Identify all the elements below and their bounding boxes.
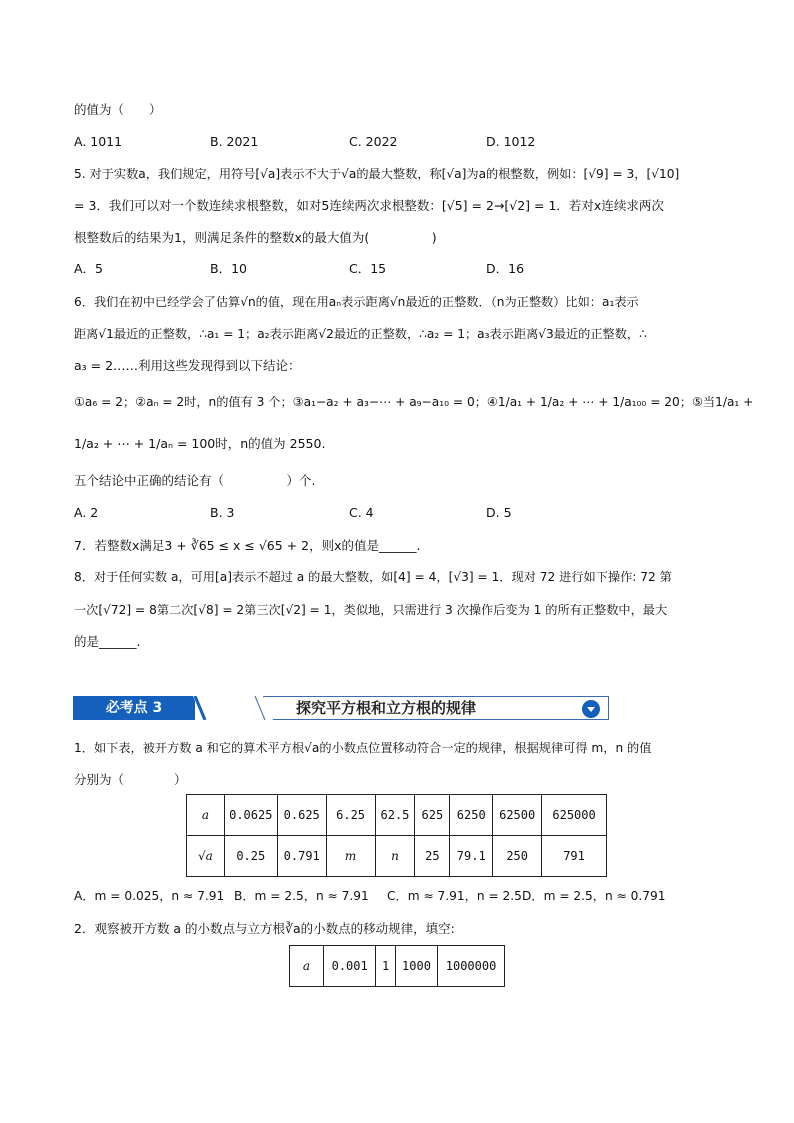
table-cell: 0.791	[277, 836, 326, 877]
table-row	[290, 946, 505, 987]
q5-option-c: C．15	[349, 261, 387, 276]
q5-option-d: D．16	[486, 261, 525, 276]
q6-line-4: ①a₆ = 2；②aₙ = 2时，n的值有 3 个；③a₁−a₂ + a₃−⋯ + a₉−a₁₀ = 0；④1/a₁ + 1/a₂ + ⋯ + 1/a₁₀₀ = 20；⑤当1/a₁ +	[74, 395, 754, 409]
q4-option-d: D. 1012	[486, 134, 536, 149]
q5-option-a: A．5	[74, 261, 104, 276]
table-cell: 791	[542, 836, 607, 877]
s1-table	[186, 794, 607, 877]
q6-option-b: B. 3	[210, 505, 235, 520]
table-cell: 1000000	[438, 946, 505, 987]
table-cell: a	[187, 795, 225, 836]
table-cell: n	[375, 836, 415, 877]
table-cell: 62.5	[375, 795, 415, 836]
table-cell: 1000	[395, 946, 437, 987]
table-cell: 6250	[450, 795, 493, 836]
q6-line-2: 距离√1最近的正整数，∴a₁ = 1；a₂表示距离√2最近的正整数，∴a₂ = 1；a₃表示距离√3最近的正整数，∴	[74, 327, 647, 341]
q4-option-b: B. 2021	[210, 134, 259, 149]
table-cell: m	[326, 836, 375, 877]
q6-option-d: D. 5	[486, 505, 512, 520]
table-cell: 25	[415, 836, 450, 877]
s1-option-b: B．m = 2.5，n ≈ 7.91	[234, 889, 369, 903]
q5-line-3: 根整数后的结果为1，则满足条件的整数x的最大值为( )	[74, 230, 437, 245]
s2-line-1: 2．观察被开方数 a 的小数点与立方根∛a的小数点的移动规律，填空:	[74, 921, 455, 936]
chevron-down-icon	[582, 700, 600, 718]
section-title: 探究平方根和立方根的规律	[296, 699, 477, 717]
table-row	[187, 795, 607, 836]
q4-option-c: C. 2022	[349, 134, 398, 149]
s1-line-1: 1．如下表，被开方数 a 和它的算术平方根√a的小数点位置移动符合一定的规律，根据规律可得 m，n 的值	[74, 741, 652, 755]
q4-option-a: A. 1011	[74, 134, 123, 149]
section-tag: 必考点 3	[73, 696, 195, 720]
table-cell: 0.001	[323, 946, 375, 987]
table-cell: 625	[415, 795, 450, 836]
table-cell: 250	[493, 836, 542, 877]
q6-option-a: A. 2	[74, 505, 99, 520]
table-cell: 6.25	[326, 795, 375, 836]
q6-line-6: 五个结论中正确的结论有（ ）个.	[74, 473, 316, 488]
table-cell: a	[290, 946, 324, 987]
table-cell: 1	[376, 946, 396, 987]
s2-table	[289, 945, 505, 987]
section-title-box	[263, 696, 609, 720]
q8-line-1: 8．对于任何实数 a，可用[a]表示不超过 a 的最大整数，如[4] = 4，[√3] = 1．现对 72 进行如下操作: 72 第	[74, 570, 672, 584]
banner-slant-decoration	[193, 696, 273, 720]
section-banner	[73, 696, 611, 720]
table-cell: 625000	[542, 795, 607, 836]
q5-line-2: = 3．我们可以对一个数连续求根整数，如对5连续两次求根整数：[√5] = 2→[√2] = 1．若对x连续求两次	[74, 198, 664, 213]
q4-tail: 的值为（ ）	[74, 102, 162, 117]
s1-option-d: D．m = 2.5，n ≈ 0.791	[522, 889, 666, 903]
s1-option-c: C．m ≈ 7.91，n = 2.5	[387, 889, 522, 903]
q5-option-b: B．10	[210, 261, 247, 276]
table-cell: 0.0625	[224, 795, 277, 836]
q5-line-1: 5. 对于实数a，我们规定，用符号[√a]表示不大于√a的最大整数，称[√a]为a的根整数，例如：[√9] = 3，[√10]	[74, 167, 680, 181]
table-cell: 0.25	[224, 836, 277, 877]
s1-line-2: 分别为（ ）	[74, 772, 187, 787]
table-row	[187, 836, 607, 877]
table-cell: √a	[187, 836, 225, 877]
q6-line-3: a₃ = 2……利用这些发现得到以下结论：	[74, 358, 301, 373]
table-cell: 0.625	[277, 795, 326, 836]
q8-line-2: 一次[√72] = 8第二次[√8] = 2第三次[√2] = 1，类似地，只需进行 3 次操作后变为 1 的所有正整数中，最大	[74, 603, 668, 617]
table-cell: 79.1	[450, 836, 493, 877]
q7-text: 7．若整数x满足3 + ∛65 ≤ x ≤ √65 + 2，则x的值是______.	[74, 538, 421, 553]
q8-line-3: 的是______.	[74, 634, 141, 649]
q6-line-1: 6．我们在初中已经学会了估算√n的值，现在用aₙ表示距离√n最近的正整数．（n为正整数）比如：a₁表示	[74, 295, 639, 309]
s1-option-a: A．m = 0.025，n ≈ 7.91	[74, 889, 225, 903]
table-cell: 62500	[493, 795, 542, 836]
q6-option-c: C. 4	[349, 505, 374, 520]
q6-line-5: 1/a₂ + ⋯ + 1/aₙ = 100时，n的值为 2550.	[74, 436, 326, 451]
